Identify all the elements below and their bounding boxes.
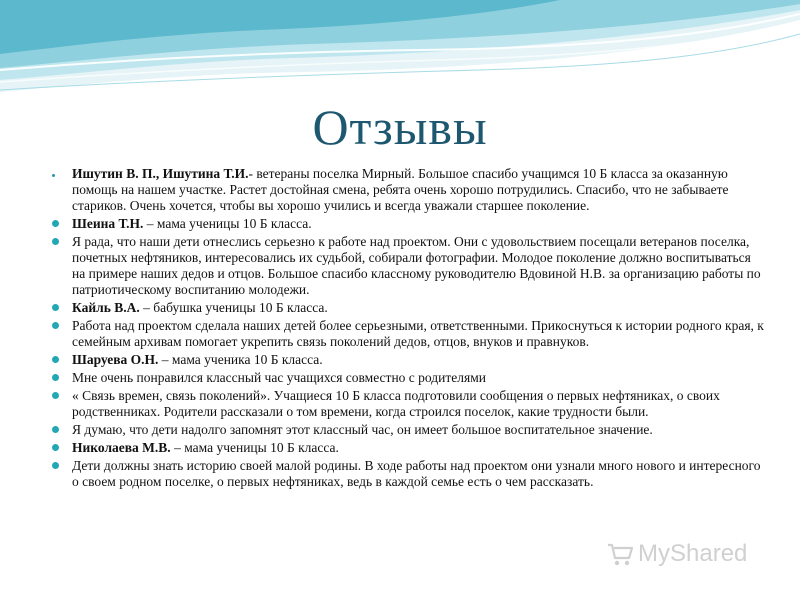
review-author: Шеина Т.Н. — [72, 216, 144, 231]
review-paragraph — [52, 300, 767, 316]
review-paragraph — [52, 352, 767, 368]
review-author: Николаева М.В. — [72, 440, 171, 455]
review-paragraph — [52, 440, 767, 456]
review-text: – мама ученицы 10 Б класса. — [143, 216, 312, 231]
review-text: Работа над проектом сделала наших детей более серьезными, ответственными. Прикоснуться к истории родного края, к семейным архивам помогает укрепить связь поколений дедов, отцов, внуков и правнуков. — [72, 318, 764, 349]
page-title: Отзывы — [312, 99, 488, 155]
review-paragraph — [52, 318, 767, 350]
review-paragraph — [52, 458, 767, 490]
cart-icon — [606, 541, 634, 567]
review-paragraph — [52, 234, 767, 298]
review-text: Я рада, что наши дети отнеслись серьезно к работе над проектом. Они с удовольствием посещали ветеранов поселка, почетных нефтяников, интересовались их судьбой, собирали фотографии. Молодое поколение должно воспитываться на примере наших дедов и отцов. Большое спасибо классному руководителю Вдовиной Н.В. за организацию работы по патриотическому воспитанию молодежи. — [72, 234, 761, 297]
review-paragraph — [52, 422, 767, 438]
review-text: Дети должны знать историю своей малой родины. В ходе работы над проектом они узнали много нового и интересного о своем родном поселке, о первых нефтяниках, ведь в каждой семье есть о чем рассказать. — [72, 458, 761, 489]
review-author: Кайль В.А. — [72, 300, 140, 315]
header-wave-decoration — [0, 0, 800, 110]
watermark — [606, 540, 747, 568]
review-text: Я думаю, что дети надолго запомнят этот классный час, он имеет большое воспитательное значение. — [72, 422, 653, 437]
review-paragraph — [52, 388, 767, 420]
review-text: – мама ученика 10 Б класса. — [158, 352, 323, 367]
review-text: – мама ученицы 10 Б класса. — [170, 440, 339, 455]
review-text: Мне очень понравился классный час учащихся совместно с родителями — [72, 370, 486, 385]
review-paragraph — [52, 370, 767, 386]
review-text: « Связь времен, связь поколений». Учащиеся 10 Б класса подготовили сообщения о первых нефтяниках, о своих родственниках. Родители рассказали о том времени, когда строился поселок, какие трудности были. — [72, 388, 720, 419]
review-text: - ветераны поселка Мирный. Большое спасибо учащимся 10 Б класса за оказанную помощь на нашем участке. Растет достойная смена, ребята очень хорошо потрудились. Спасибо, что не забываете стариков. Очень хочется, чтобы вы хорошо учились и всегда уважали старшее поколение. — [72, 166, 729, 213]
review-paragraph — [52, 216, 767, 232]
review-author: Шаруева О.Н. — [72, 352, 159, 367]
watermark-text: MyShared — [638, 540, 748, 567]
review-text: – бабушка ученицы 10 Б класса. — [139, 300, 328, 315]
reviews-list — [52, 166, 767, 492]
review-author: Ишутин В. П., Ишутина Т.И. — [72, 166, 249, 181]
review-paragraph — [52, 166, 767, 214]
